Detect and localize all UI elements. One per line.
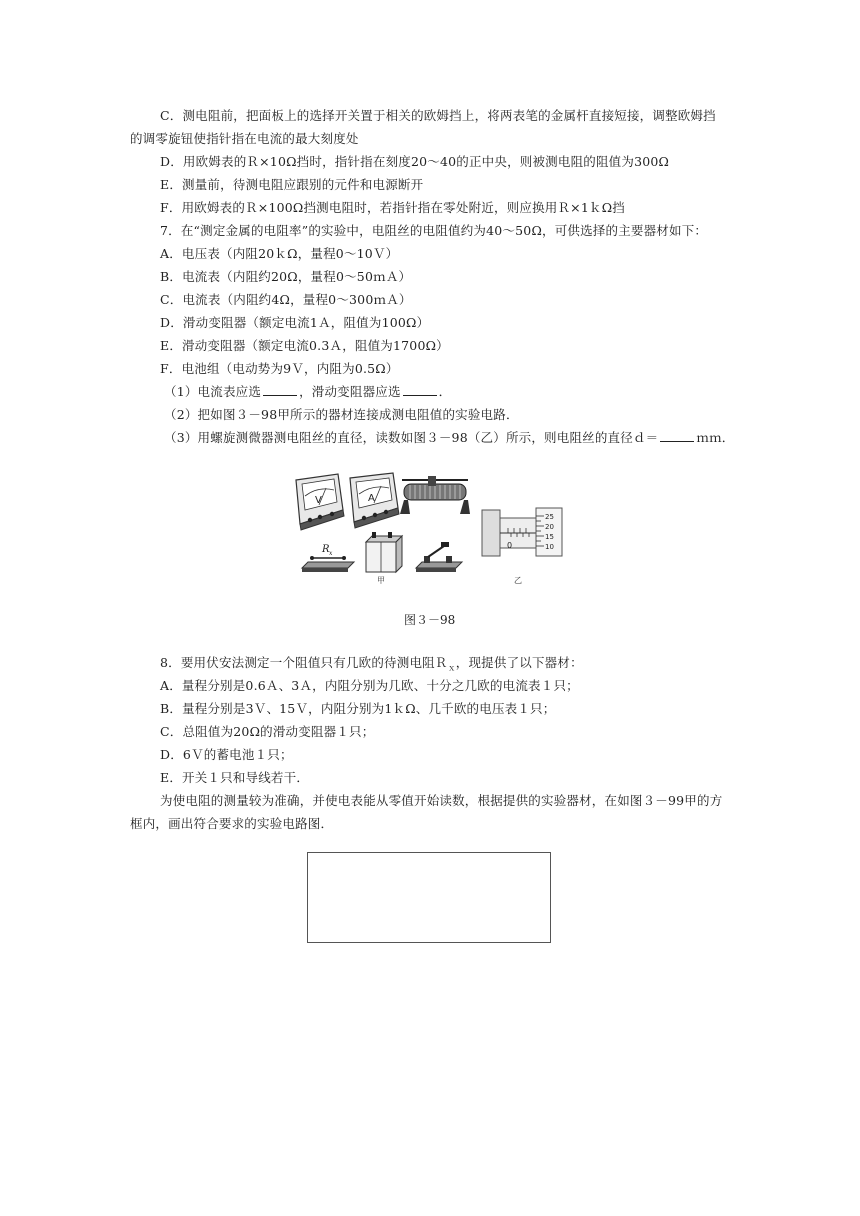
- label-jia: 甲: [377, 576, 385, 585]
- micrometer-tick-1: 20: [545, 523, 554, 531]
- resistor-sub-label: x: [329, 550, 333, 557]
- q8-stem-text-b: ，现提供了以下器材：: [455, 655, 583, 670]
- voltmeter-label: V: [315, 495, 322, 506]
- rheostat-icon: [400, 476, 470, 514]
- q7-sub1-text-b: ，滑动变阻器应选: [299, 384, 401, 399]
- q7-sub3-text-a: （3）用螺旋测微器测电阻丝的直径，读数如图３－98（乙）所示，则电阻丝的直径ｄ＝: [164, 430, 659, 445]
- q7-sub3-text-b: ｍｍ．: [696, 430, 735, 445]
- q8-option-e: E．开关１只和导线若干．: [160, 770, 310, 785]
- q7-option-a: A．电压表（内阻20ｋΩ，量程0～10Ｖ）: [160, 246, 399, 261]
- q7-sub1-text-c: ．: [438, 384, 452, 399]
- answer-blank-ammeter[interactable]: [263, 384, 297, 396]
- micrometer-tick-0: 25: [545, 513, 554, 521]
- q8-option-b: B．量程分别是3Ｖ、15Ｖ，内阻分别为1ｋΩ、几千欧的电压表１只；: [160, 701, 556, 716]
- q6-option-e: E．测量前，待测电阻应跟别的元件和电源断开: [160, 177, 424, 192]
- q7-option-d: D．滑动变阻器（额定电流1Ａ，阻值为100Ω）: [160, 315, 430, 330]
- q7-option-b: B．电流表（内阻约20Ω，量程0～50ｍＡ）: [160, 269, 412, 284]
- q7-sub1: [164, 384, 451, 400]
- q6-option-c-line2: 的调零旋钮使指针指在电流的最大刻度处: [130, 131, 359, 146]
- ammeter-label: A: [368, 493, 375, 504]
- micrometer-zero: 0: [507, 541, 513, 550]
- q7-option-e: E．滑动变阻器（额定电流0.3Ａ，阻值为1700Ω）: [160, 338, 449, 353]
- q7-option-c: C．电流表（内阻约4Ω，量程0～300ｍＡ）: [160, 292, 412, 307]
- label-yi: 乙: [514, 576, 522, 585]
- answer-blank-rheostat[interactable]: [403, 384, 437, 396]
- micrometer-icon: [482, 508, 562, 585]
- voltmeter-icon: [296, 474, 344, 530]
- q7-option-f: F．电池组（电动势为9Ｖ，内阻为0.5Ω）: [160, 361, 399, 376]
- q8-option-a: A．量程分别是0.6Ａ、3Ａ，内阻分别为几欧、十分之几欧的电流表１只；: [160, 678, 579, 693]
- q7-sub2: （2）把如图３－98甲所示的器材连接成测电阻值的实验电路．: [164, 407, 519, 422]
- q8-instruction-line2: 框内，画出符合要求的实验电路图．: [130, 816, 334, 831]
- resistor-rx-icon: [302, 544, 354, 572]
- q8-stem: [160, 655, 583, 677]
- circuit-drawing-box[interactable]: [307, 852, 551, 943]
- resistor-label: R: [322, 544, 330, 555]
- micrometer-tick-3: 10: [545, 543, 554, 551]
- figure-3-98: [288, 470, 578, 592]
- switch-icon: [416, 542, 462, 572]
- q6-option-c-line1: C．测电阻前，把面板上的选择开关置于相关的欧姆挡上，将两表笔的金属杆直接短接，调整欧姆挡: [160, 108, 716, 123]
- q8-instruction-line1: 为使电阻的测量较为准确，并使电表能从零值开始读数，根据提供的实验器材，在如图３－99甲的方: [160, 793, 723, 808]
- answer-blank-diameter[interactable]: [660, 430, 694, 442]
- q8-option-c: C．总阻值为20Ω的滑动变阻器１只；: [160, 724, 375, 739]
- q7-sub1-text-a: （1）电流表应选: [164, 384, 262, 399]
- battery-icon: [366, 532, 402, 585]
- figure-caption: 图３－98: [404, 613, 456, 627]
- q7-sub3: [164, 430, 734, 446]
- micrometer-tick-2: 15: [545, 533, 554, 541]
- ammeter-icon: [350, 473, 399, 528]
- q6-option-d: D．用欧姆表的Ｒ×10Ω挡时，指针指在刻度20～40的正中央，则被测电阻的阻值为300Ω: [160, 154, 670, 169]
- q6-option-f: F．用欧姆表的Ｒ×100Ω挡测电阻时，若指针指在零处附近，则应换用Ｒ×1ｋΩ挡: [160, 200, 625, 215]
- q8-option-d: D．6Ｖ的蓄电池１只；: [160, 747, 293, 762]
- q8-stem-text-a: 8．要用伏安法测定一个阻值只有几欧的待测电阻Ｒ: [160, 655, 448, 670]
- q7-stem: 7．在“测定金属的电阻率”的实验中，电阻丝的电阻值约为40～50Ω，可供选择的主要器材如下：: [160, 223, 708, 238]
- q8-stem-sub: ｘ: [447, 663, 456, 673]
